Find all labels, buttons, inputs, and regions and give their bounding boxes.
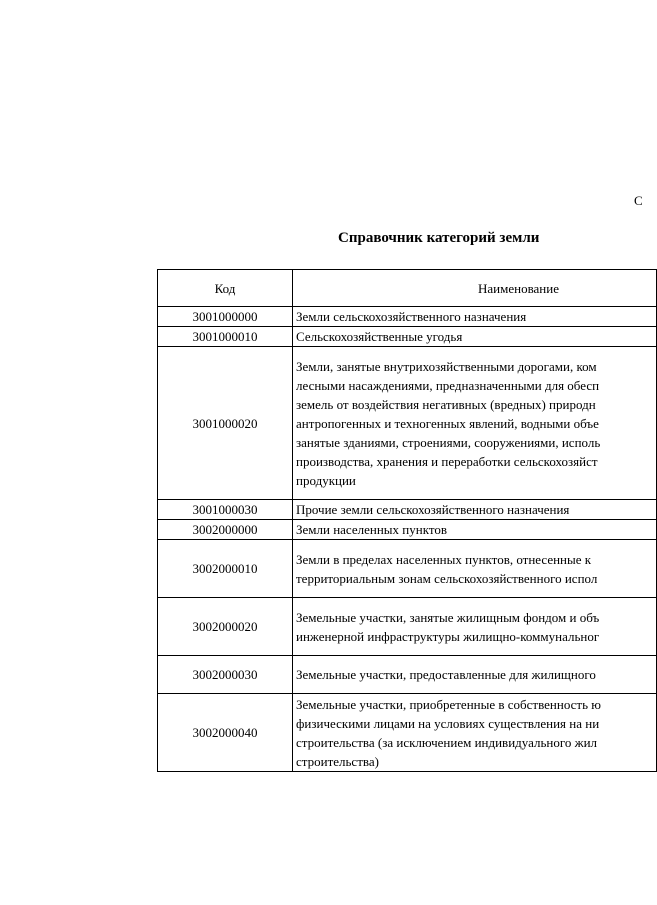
- row-code: 3002000030: [158, 656, 293, 694]
- row-name-line: Земли в пределах населенных пунктов, отнесенные к: [296, 551, 592, 567]
- table-row: [158, 598, 657, 656]
- row-name: [293, 540, 657, 598]
- row-code: 3001000030: [158, 500, 293, 520]
- row-name: [293, 598, 657, 656]
- row-code: 3002000010: [158, 540, 293, 598]
- row-name: [293, 694, 657, 772]
- document-title: Справочник категорий земли: [338, 230, 540, 246]
- row-code: 3002000040: [158, 694, 293, 772]
- header-name: Наименование: [293, 270, 657, 307]
- row-code: 3002000000: [158, 520, 293, 540]
- land-category-table: [157, 269, 657, 772]
- table-row: [158, 307, 657, 327]
- row-name: [293, 520, 657, 540]
- row-name-line: Земельные участки, занятые жилищным фондом и объ: [296, 609, 600, 625]
- row-name-line: Земельные участки, предоставленные для жилищного: [296, 667, 596, 682]
- table-body: [158, 307, 657, 772]
- row-name-line: Прочие земли сельскохозяйственного назначения: [296, 502, 570, 517]
- row-name: [293, 307, 657, 327]
- table-row: [158, 347, 657, 500]
- row-name-line: антропогенных и техногенных явлений, водными объе: [296, 415, 599, 431]
- header-code: Код: [158, 270, 293, 307]
- table-row: [158, 520, 657, 540]
- row-name-line: физическими лицами на условиях существления на ни: [296, 715, 600, 731]
- row-name-line: лесными насаждениями, предназначенными для обесп: [296, 377, 600, 393]
- row-name-line: территориальным зонам сельскохозяйственного испол: [296, 570, 598, 586]
- row-name-line: строительства (за исключением индивидуального жил: [296, 734, 598, 750]
- table-header-row: [158, 270, 657, 307]
- row-name-line: продукции: [296, 472, 356, 488]
- table-row: [158, 327, 657, 347]
- row-name-line: занятые зданиями, строениями, сооружениями, исполь: [296, 434, 601, 450]
- page-header-marker: С: [634, 193, 643, 208]
- row-name-line: Земли сельскохозяйственного назначения: [296, 309, 527, 324]
- table-row: [158, 540, 657, 598]
- row-name: [293, 347, 657, 500]
- row-name-line: производства, хранения и переработки сельскохозяйст: [296, 453, 598, 469]
- row-name-line: земель от воздействия негативных (вредных) природн: [296, 396, 596, 412]
- row-code: 3001000020: [158, 347, 293, 500]
- row-name-line: Земли населенных пунктов: [296, 522, 447, 537]
- row-code: 3001000010: [158, 327, 293, 347]
- table-row: [158, 656, 657, 694]
- row-name-line: Земельные участки, приобретенные в собственность ю: [296, 696, 601, 712]
- row-name-line: строительства): [296, 753, 379, 769]
- table-row: [158, 500, 657, 520]
- row-code: 3002000020: [158, 598, 293, 656]
- row-name-line: Земли, занятые внутрихозяйственными дорогами, ком: [296, 358, 597, 374]
- row-name: [293, 500, 657, 520]
- row-code: 3001000000: [158, 307, 293, 327]
- row-name: [293, 327, 657, 347]
- row-name-line: инженерной инфраструктуры жилищно-коммунальног: [296, 628, 600, 644]
- table-row: [158, 694, 657, 772]
- row-name-line: Сельскохозяйственные угодья: [296, 329, 463, 344]
- row-name: [293, 656, 657, 694]
